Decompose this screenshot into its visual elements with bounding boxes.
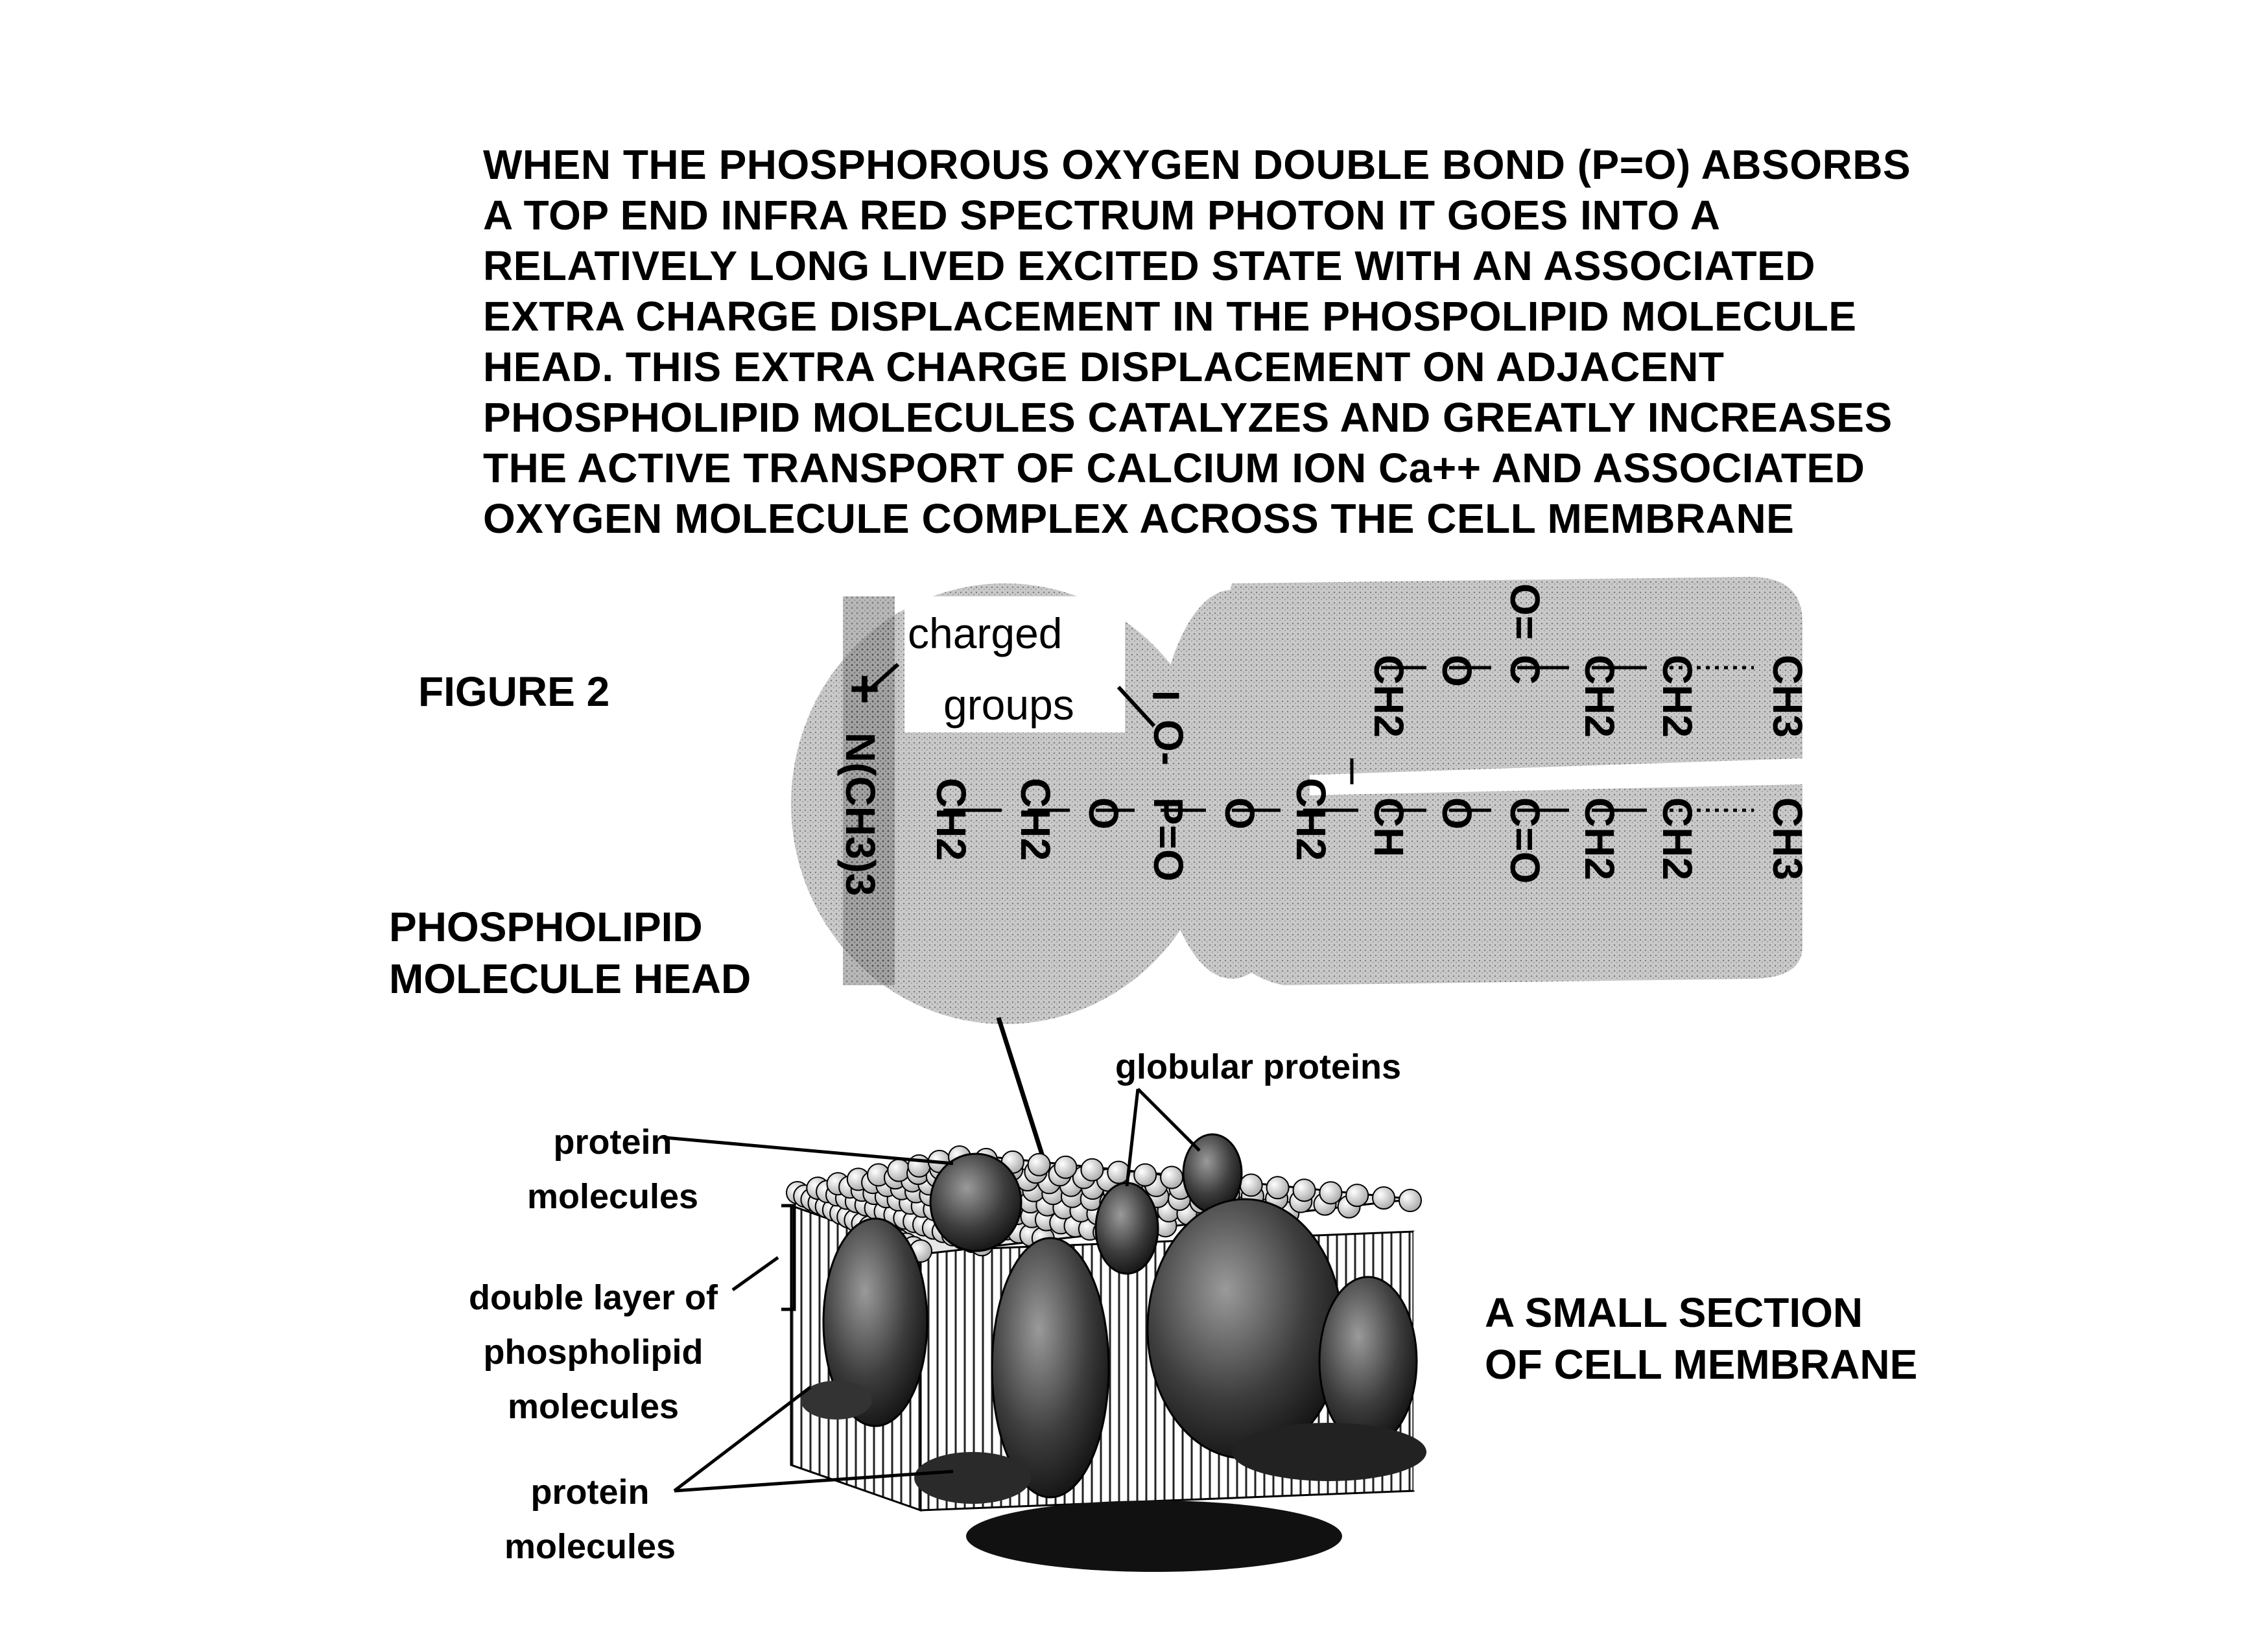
charge-plus-icon: + [849, 660, 880, 718]
chain-ch2-4: CH2 [1576, 797, 1623, 881]
upper-ch2-link: CH2 [1365, 655, 1412, 738]
phospholipid-head-bead [1293, 1179, 1316, 1201]
upper-carbonyl: O= [1502, 583, 1548, 640]
chain-p-o: P=O [1145, 797, 1192, 882]
chain-o-2: O [1216, 797, 1263, 830]
upper-ch3: CH3 [1764, 655, 1811, 738]
phospholipid-head-bead [1081, 1159, 1103, 1181]
phospholipid-head-bead [1055, 1156, 1077, 1178]
globular-leader-2 [1138, 1089, 1199, 1151]
double-layer-line1: double layer of [468, 1278, 718, 1317]
section-label-line1: A SMALL SECTION [1485, 1289, 1863, 1336]
phospholipid-head-bead [1319, 1182, 1341, 1204]
phospholipid-head-bead [1267, 1176, 1289, 1199]
head-label-line1: PHOSPHOLIPID [389, 904, 703, 950]
phospholipid-head-bead [888, 1160, 910, 1182]
bottom-protein-1 [966, 1501, 1342, 1572]
charged-label-line2: groups [943, 681, 1074, 729]
paragraph-line: A TOP END INFRA RED SPECTRUM PHOTON IT GOES INTO A [483, 192, 1721, 239]
paragraph-line: EXTRA CHARGE DISPLACEMENT IN THE PHOSPOLIPID MOLECULE [483, 293, 1857, 340]
head-connector-line [998, 1018, 1044, 1160]
chain-o-top: O- [1145, 719, 1192, 766]
phospholipid-head-bead [1373, 1187, 1395, 1209]
transmembrane-protein-3 [1148, 1199, 1342, 1458]
paragraph-line: THE ACTIVE TRANSPORT OF CALCIUM ION Ca++ AND ASSOCIATED [483, 445, 1865, 491]
double-layer-line3: molecules [507, 1387, 679, 1426]
phospholipid-head-bead [1161, 1167, 1183, 1189]
upper-ch2-1: CH2 [1576, 655, 1623, 738]
phospholipid-head-bead [1346, 1184, 1368, 1206]
globular-proteins-label: globular proteins [1115, 1047, 1402, 1086]
bottom-protein-4 [914, 1452, 1031, 1504]
cell-membrane [786, 1134, 1426, 1572]
globular-protein-1 [1096, 1183, 1158, 1274]
protein-top-1 [930, 1154, 1021, 1251]
paragraph-line: RELATIVELY LONG LIVED EXCITED STATE WITH AN ASSOCIATED [483, 242, 1815, 289]
chain-ch2-3: CH2 [1288, 778, 1334, 861]
figure-label: FIGURE 2 [418, 668, 610, 715]
bottom-protein-3 [1232, 1423, 1426, 1481]
protein-top-line1: protein [553, 1123, 672, 1162]
chain-o-1: O [1080, 797, 1127, 830]
phospholipid-head-bead [1134, 1164, 1156, 1186]
charged-label-line1: charged [908, 609, 1063, 657]
n-group-text: N(CH3)3 [837, 732, 884, 896]
chain-c-o: C=O [1502, 797, 1548, 884]
paragraph-line: WHEN THE PHOSPHOROUS OXYGEN DOUBLE BOND (P=O) ABSORBS [483, 141, 1911, 188]
double-layer-leader [733, 1257, 778, 1290]
chain-ch2-1: CH2 [928, 778, 975, 861]
paragraph-line: PHOSPHOLIPID MOLECULES CATALYZES AND GREATLY INCREASES [483, 394, 1893, 441]
chain-ch: CH [1365, 797, 1412, 858]
bottom-protein-2 [801, 1381, 872, 1420]
phospholipid-head-bead [1240, 1174, 1262, 1196]
protein-top-line2: molecules [526, 1177, 699, 1216]
upper-o: O [1434, 655, 1480, 687]
protein-top-leader [665, 1138, 953, 1164]
chain-ch3-1: CH3 [1764, 797, 1811, 881]
chain-o-3: O [1434, 797, 1480, 830]
head-label-line2: MOLECULE HEAD [389, 955, 751, 1002]
double-layer-line2: phospholipid [483, 1333, 703, 1372]
phospholipid-head-bead [1399, 1189, 1421, 1211]
protein-bottom-line2: molecules [504, 1527, 676, 1566]
chain-ch2-2: CH2 [1012, 778, 1059, 861]
transmembrane-protein-4 [1319, 1277, 1417, 1445]
paragraph-line: OXYGEN MOLECULE COMPLEX ACROSS THE CELL MEMBRANE [483, 495, 1795, 542]
phospholipid-head-bead [1028, 1154, 1050, 1176]
paragraph-line: HEAD. THIS EXTRA CHARGE DISPLACEMENT ON ADJACENT [483, 344, 1725, 390]
upper-ch2-2: CH2 [1654, 655, 1701, 738]
charge-minus-icon: − [1151, 666, 1181, 724]
protein-bottom-line1: protein [530, 1473, 650, 1512]
upper-c: C [1502, 655, 1548, 685]
chain-ch2-5: CH2 [1654, 797, 1701, 881]
section-label-line2: OF CELL MEMBRANE [1485, 1341, 1918, 1388]
